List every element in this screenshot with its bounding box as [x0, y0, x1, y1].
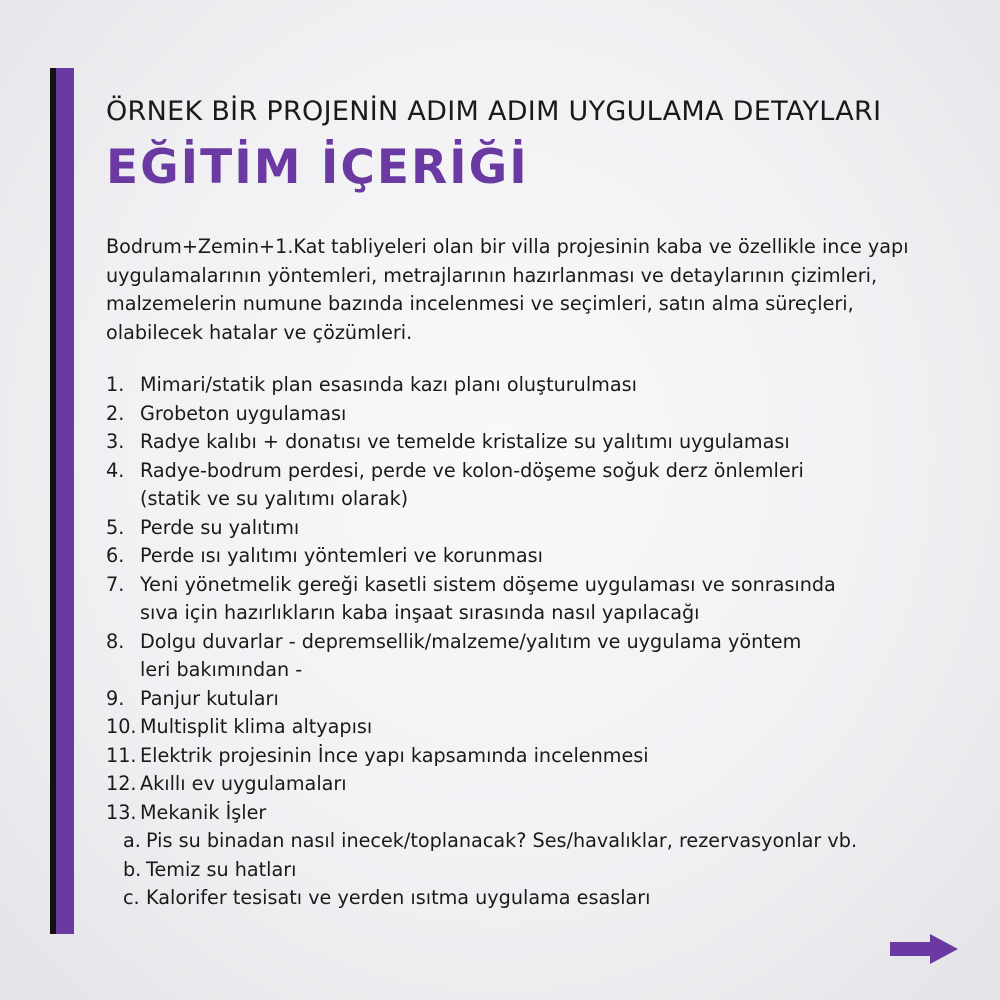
list-item-text: Mekanik İşler	[140, 800, 267, 824]
list-item-number: 13.	[106, 800, 137, 824]
sub-list-item	[106, 884, 966, 913]
list-item-number: 5.	[106, 515, 125, 539]
sub-list-item-letter: c.	[123, 886, 140, 909]
list-item-text: Perde su yalıtımı	[140, 515, 300, 539]
list-item	[106, 713, 966, 742]
list-item-number: 4.	[106, 458, 125, 482]
list-item	[106, 685, 966, 714]
list-item-text: Panjur kutuları	[140, 686, 279, 710]
list-item-text: Grobeton uygulaması	[140, 401, 347, 425]
list-item	[106, 571, 966, 628]
list-item	[106, 514, 966, 543]
list-item-text: Radye-bodrum perdesi, perde ve kolon-döşeme soğuk derz önlemleri	[140, 458, 804, 482]
list-item-text: Radye kalıbı + donatısı ve temelde kristalize su yalıtımı uygulaması	[140, 430, 790, 453]
list-item-text-continued: (statik ve su yalıtımı olarak)	[140, 487, 409, 510]
sub-list-item-letter: b.	[123, 857, 142, 881]
list-item-number: 6.	[106, 544, 125, 567]
list-item	[106, 742, 966, 771]
list-item	[106, 542, 966, 571]
sub-steps-container	[106, 827, 966, 913]
sub-list-item	[106, 827, 966, 856]
arrow-shape	[890, 934, 958, 964]
list-item-number: 2.	[106, 401, 125, 425]
sub-list-item-letter: a.	[123, 829, 141, 852]
list-item-number: 11.	[106, 743, 137, 767]
accent-bar	[50, 68, 74, 934]
list-item-text-continued: leri bakımından -	[140, 658, 303, 681]
intro-paragraph: Bodrum+Zemin+1.Kat tabliyeleri olan bir villa projesinin kaba ve özellikle ince yapı uygulamalarının yöntemleri, metrajlarının hazırlanması ve detaylarının çizimleri, malzemelerin numune bazında incelenmesi ve seçimleri, satın alma süreçleri, olabilecek hatalar ve çözümleri.	[106, 235, 909, 344]
list-item-text: Dolgu duvarlar - depremsellik/malzeme/yalıtım ve uygulama yöntem	[140, 629, 802, 653]
sub-list-item	[106, 856, 966, 885]
list-item-text: Mimari/statik plan esasında kazı planı oluşturulması	[140, 373, 637, 396]
list-item-number: 1.	[106, 373, 125, 396]
list-item	[106, 770, 966, 799]
list-item	[106, 400, 966, 429]
list-item-number: 8.	[106, 629, 125, 653]
list-item-text: Elektrik projesinin İnce yapı kapsamında incelenmesi	[140, 743, 649, 767]
list-item-number: 7.	[106, 572, 125, 596]
sub-steps-list	[106, 827, 966, 913]
list-item	[106, 799, 966, 828]
arrow-right-icon[interactable]	[890, 934, 958, 964]
list-item-number: 10.	[106, 715, 137, 738]
page-title: EĞİTİM İÇERİĞİ	[106, 140, 529, 195]
sub-list-item-text: Kalorifer tesisatı ve yerden ısıtma uygulama esasları	[146, 886, 651, 909]
list-item-text: Multisplit klima altyapısı	[140, 715, 373, 738]
list-item-text-continued: sıva için hazırlıkların kaba inşaat sırasında nasıl yapılacağı	[140, 601, 700, 624]
page-subtitle: ÖRNEK BİR PROJENİN ADIM ADIM UYGULAMA DETAYLARI	[106, 96, 882, 127]
list-item	[106, 371, 966, 400]
list-item-text: Yeni yönetmelik gereği kasetli sistem döşeme uygulaması ve sonrasında	[140, 572, 836, 596]
steps-list	[106, 371, 966, 913]
accent-bar-purple	[56, 68, 74, 934]
list-item-number: 9.	[106, 686, 125, 710]
sub-list-item-text: Temiz su hatları	[146, 857, 297, 881]
list-item-text: Akıllı ev uygulamaları	[140, 772, 347, 795]
list-item-number: 12.	[106, 772, 137, 795]
list-item	[106, 628, 966, 685]
sub-list-item-text: Pis su binadan nasıl inecek/toplanacak? Ses/havalıklar, rezervasyonlar vb.	[146, 829, 858, 852]
list-item-number: 3.	[106, 430, 125, 453]
list-item-text: Perde ısı yalıtımı yöntemleri ve korunması	[140, 544, 543, 567]
list-item	[106, 457, 966, 514]
list-item	[106, 428, 966, 457]
